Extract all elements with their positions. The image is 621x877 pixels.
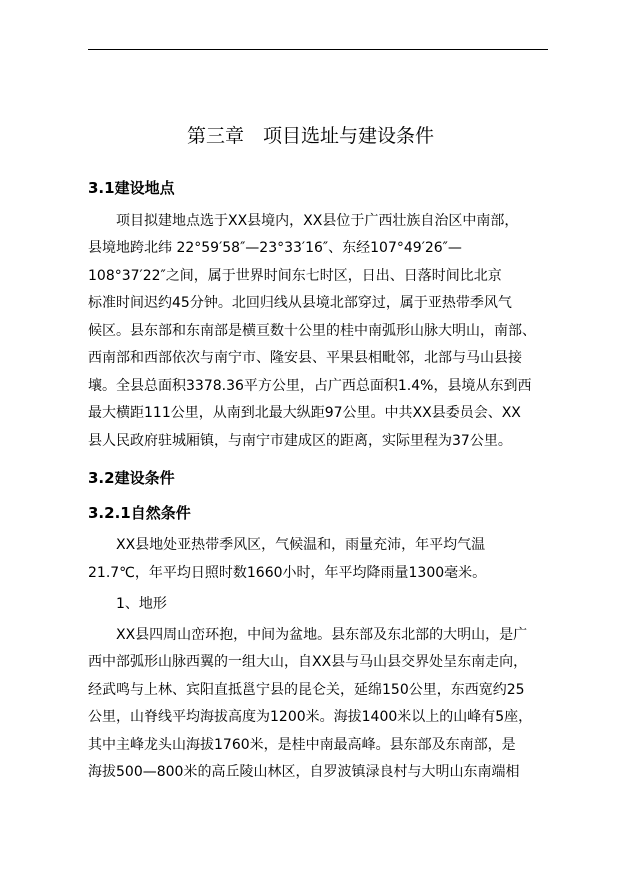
subheading-terrain: 1、地形: [116, 596, 167, 612]
section-heading-3-2: 3.2建设条件: [88, 469, 175, 487]
paragraph-line: 县人民政府驻城厢镇，与南宁市建成区的距离，实际里程为37公里。: [88, 433, 512, 449]
paragraph-line: 壤。全县总面积3378.36平方公里，占广西总面积1.4%，县境从东到西: [88, 378, 532, 394]
paragraph-line: 108°37′22″之间，属于世界时间东七时区，日出、日落时间比北京: [88, 268, 502, 284]
header-rule: [88, 49, 548, 50]
paragraph-line: XX县地处亚热带季风区，气候温和，雨量充沛，年平均气温: [116, 537, 486, 553]
paragraph-line: 公里，山脊线平均海拔高度为1200米。海拔1400米以上的山峰有5座，: [88, 709, 533, 725]
paragraph-line: 最大横距111公里，从南到北最大纵距97公里。中共XX县委员会、XX: [88, 405, 521, 421]
paragraph-line: 西南部和西部依次与南宁市、隆安县、平果县相毗邻，北部与马山县接: [88, 350, 522, 366]
paragraph-line: XX县四周山峦环抱，中间为盆地。县东部及东北部的大明山，是广: [116, 627, 528, 643]
paragraph-line: 21.7℃，年平均日照时数1660小时，年平均降雨量1300毫米。: [88, 565, 487, 581]
section-heading-3-1: 3.1建设地点: [88, 179, 175, 197]
section-heading-3-2-1: 3.2.1自然条件: [88, 504, 191, 522]
paragraph-line: 经武鸣与上林、宾阳直抵邕宁县的昆仑关，延绵150公里，东西宽约25: [88, 682, 525, 698]
chapter-title: 第三章 项目选址与建设条件: [186, 125, 434, 147]
paragraph-line: 海拔500—800米的高丘陵山林区，自罗波镇渌良村与大明山东南端相: [88, 764, 520, 780]
paragraph-line: 其中主峰龙头山海拔1760米，是桂中南最高峰。县东部及东南部，是: [88, 737, 516, 753]
paragraph-line: 标准时间迟约45分钟。北回归线从县境北部穿过，属于亚热带季风气: [88, 295, 512, 311]
paragraph-line: 西中部弧形山脉西翼的一组大山，自XX县与马山县交界处呈东南走向，: [88, 654, 528, 670]
paragraph-line: 候区。县东部和东南部是横亘数十公里的桂中南弧形山脉大明山，南部、: [88, 323, 536, 339]
paragraph-line: 项目拟建地点选于XX县境内，XX县位于广西壮族自治区中南部，: [116, 213, 519, 229]
paragraph-line: 县境地跨北纬 22°59′58″—23°33′16″、东经107°49′26″—: [88, 240, 462, 256]
